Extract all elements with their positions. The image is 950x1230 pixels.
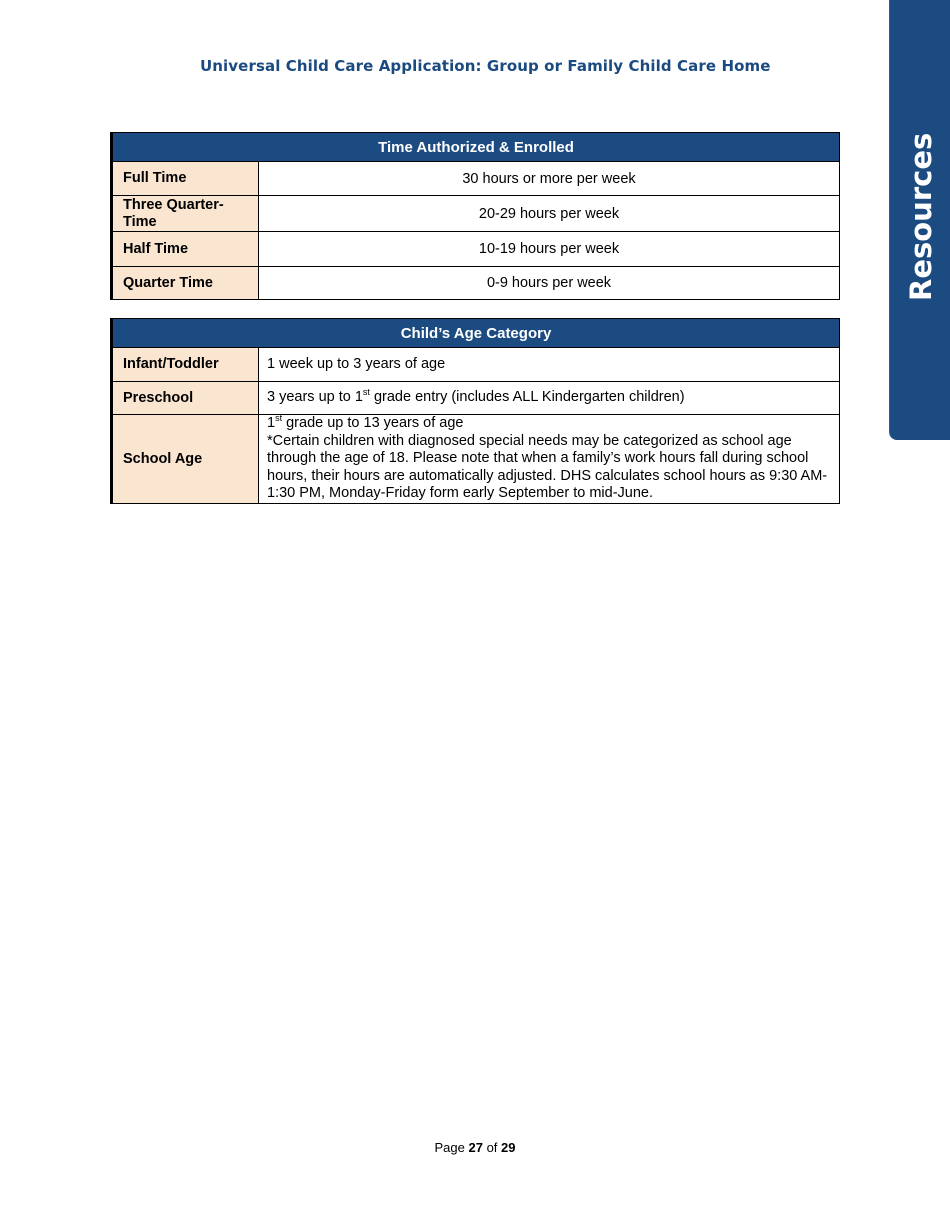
table-row	[112, 162, 840, 196]
row-value	[259, 415, 840, 504]
table-header-row	[112, 319, 840, 348]
table-row	[112, 382, 840, 415]
table-row	[112, 415, 840, 504]
page-footer	[0, 1140, 950, 1155]
page-of: of	[482, 1140, 502, 1155]
side-tab-label: Resources	[904, 132, 938, 302]
row-label: Infant/Toddler	[112, 348, 259, 382]
table-row	[112, 267, 840, 300]
page-prefix: Page	[434, 1140, 469, 1155]
document-title: Universal Child Care Application: Group or Family Child Care Home	[200, 57, 771, 75]
row-label: Half Time	[112, 232, 259, 267]
ordinal-superscript: st	[275, 413, 283, 424]
resources-side-tab	[889, 0, 950, 440]
current-page-number: 27	[468, 1140, 483, 1155]
value-prefix: 3 years up to 1	[267, 389, 363, 406]
table-header-row	[112, 133, 840, 162]
value-line	[267, 415, 831, 433]
total-pages-number: 29	[501, 1140, 516, 1155]
row-value: 20-29 hours per week	[259, 196, 840, 232]
ordinal-superscript: st	[362, 387, 370, 398]
table-title: Time Authorized & Enrolled	[112, 133, 840, 162]
time-authorized-table	[110, 132, 840, 300]
row-value: 10-19 hours per week	[259, 232, 840, 267]
value-suffix: grade entry (includes ALL Kindergarten children)	[369, 389, 685, 406]
table-row	[112, 348, 840, 382]
table-row	[112, 196, 840, 232]
value-prefix: 1	[267, 415, 276, 432]
row-label: Preschool	[112, 382, 259, 415]
row-value: 1 week up to 3 years of age	[259, 348, 840, 382]
row-value	[259, 382, 840, 415]
row-label: Quarter Time	[112, 267, 259, 300]
row-label: Full Time	[112, 162, 259, 196]
row-label: Three Quarter-Time	[112, 196, 259, 232]
table-row	[112, 232, 840, 267]
row-value: 30 hours or more per week	[259, 162, 840, 196]
value-suffix: grade up to 13 years of age	[282, 415, 464, 432]
row-label: School Age	[112, 415, 259, 504]
age-category-table	[110, 318, 840, 504]
special-needs-note: *Certain children with diagnosed special needs may be categorized as school age through the age of 18. Please note that when a family’s work hours fall during school hours, their hours are automatically adjusted. DHS calculates school hours as 9:30 AM-1:30 PM, Monday-Friday form early September to mid-June.	[267, 432, 828, 502]
table-title: Child’s Age Category	[112, 319, 840, 348]
row-value: 0-9 hours per week	[259, 267, 840, 300]
